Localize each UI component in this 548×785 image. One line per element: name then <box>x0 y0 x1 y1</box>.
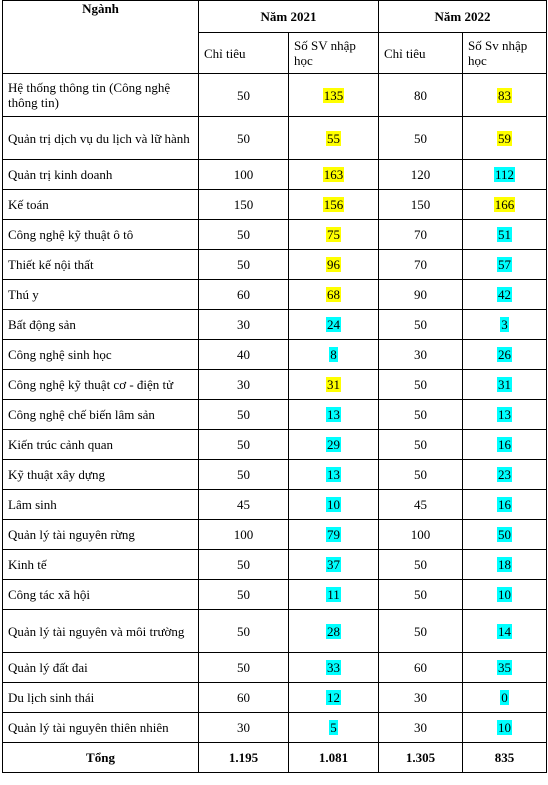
enrolled-2021-cell <box>289 370 379 400</box>
enrolled-2021-cell <box>289 713 379 743</box>
enrolled-2022: 10 <box>498 720 511 735</box>
quota-2022-cell <box>379 310 463 340</box>
enrolled-2022-cell <box>463 460 547 490</box>
quota-2021-cell <box>199 340 289 370</box>
enrolled-2021: 55 <box>327 130 340 146</box>
enrolled-2021: 12 <box>327 690 340 705</box>
quota-2022-cell <box>379 653 463 683</box>
major-name: Kế toán <box>8 197 49 212</box>
major-name: Công nghệ sinh học <box>8 347 112 362</box>
enrolled-2021-cell <box>289 190 379 220</box>
quota-2022-cell <box>379 190 463 220</box>
enrolled-2022: 50 <box>498 527 511 542</box>
table-row <box>3 683 547 713</box>
enrolled-2022-cell <box>463 160 547 190</box>
table-row <box>3 550 547 580</box>
major-name: Quản lý tài nguyên rừng <box>8 527 135 542</box>
major-name-cell <box>3 580 199 610</box>
enrolled-2021-cell <box>289 520 379 550</box>
quota-2022: 70 <box>414 227 427 242</box>
enrolled-2021: 75 <box>327 227 340 242</box>
enrolled-2021-cell <box>289 280 379 310</box>
major-name: Lâm sinh <box>8 497 57 512</box>
table-row <box>3 190 547 220</box>
enrolled-2021: 29 <box>327 437 340 452</box>
enrolled-2021-cell <box>289 400 379 430</box>
quota-2021: 50 <box>237 130 250 146</box>
major-name-cell <box>3 683 199 713</box>
quota-2022-cell <box>379 520 463 550</box>
table-row <box>3 610 547 653</box>
quota-2021: 50 <box>237 407 250 422</box>
enrolled-2022-cell <box>463 370 547 400</box>
quota-2022-cell <box>379 280 463 310</box>
enrolled-2021: 31 <box>327 377 340 392</box>
quota-2021-cell <box>199 220 289 250</box>
enrolled-2022-cell <box>463 190 547 220</box>
quota-2021-cell <box>199 280 289 310</box>
enrolled-2022: 42 <box>498 287 511 302</box>
table-row <box>3 713 547 743</box>
table-row <box>3 520 547 550</box>
table-row <box>3 160 547 190</box>
major-name: Công nghệ kỹ thuật cơ - điện tử <box>8 377 174 392</box>
table-row <box>3 340 547 370</box>
quota-2022: 50 <box>414 467 427 482</box>
major-name-cell <box>3 74 199 117</box>
quota-2021-cell <box>199 713 289 743</box>
table-row <box>3 460 547 490</box>
enrolled-2021-cell <box>289 610 379 653</box>
quota-2021-cell <box>199 460 289 490</box>
major-name-cell <box>3 220 199 250</box>
enrolled-2021: 68 <box>327 287 340 302</box>
table-row <box>3 280 547 310</box>
enrolled-2022: 14 <box>498 623 511 639</box>
enrolled-2021: 10 <box>327 497 340 512</box>
enrolled-2022-cell <box>463 400 547 430</box>
major-name-cell <box>3 430 199 460</box>
quota-2022: 50 <box>414 587 427 602</box>
table-row <box>3 220 547 250</box>
quota-2022: 70 <box>414 257 427 272</box>
quota-2021: 50 <box>237 623 250 639</box>
major-name-cell <box>3 460 199 490</box>
quota-2022: 45 <box>414 497 427 512</box>
total-label: Tổng <box>3 743 199 773</box>
quota-2021-cell <box>199 400 289 430</box>
major-name: Quản trị dịch vụ du lịch và lữ hành <box>8 130 190 146</box>
quota-2022: 30 <box>414 720 427 735</box>
major-name: Thiết kế nội thất <box>8 257 94 272</box>
quota-2022: 90 <box>414 287 427 302</box>
enrolled-2022-cell <box>463 683 547 713</box>
quota-2022: 50 <box>414 317 427 332</box>
quota-2022: 50 <box>414 407 427 422</box>
major-name: Thú y <box>8 287 39 302</box>
quota-2021-cell <box>199 610 289 653</box>
quota-2021-cell <box>199 520 289 550</box>
major-name-cell <box>3 610 199 653</box>
major-name-cell <box>3 190 199 220</box>
quota-2022-cell <box>379 250 463 280</box>
total-row <box>3 743 547 773</box>
major-name: Công nghệ kỹ thuật ô tô <box>8 227 134 242</box>
major-name: Hệ thống thông tin (Công nghệ thông tin) <box>8 80 171 110</box>
header-quota-2022: Chỉ tiêu <box>379 33 463 74</box>
quota-2021: 30 <box>237 377 250 392</box>
table-row <box>3 430 547 460</box>
quota-2022: 50 <box>414 130 427 146</box>
quota-2021: 40 <box>237 347 250 362</box>
table-row <box>3 580 547 610</box>
quota-2021-cell <box>199 653 289 683</box>
quota-2022: 30 <box>414 347 427 362</box>
major-name-cell <box>3 520 199 550</box>
major-name: Bất động sản <box>8 317 76 332</box>
table-row <box>3 653 547 683</box>
quota-2022-cell <box>379 490 463 520</box>
enrolled-2021: 24 <box>327 317 340 332</box>
major-name-cell <box>3 340 199 370</box>
major-name-cell <box>3 310 199 340</box>
enrolled-2022: 26 <box>498 347 511 362</box>
quota-2022: 80 <box>414 87 427 103</box>
enrolled-2022: 3 <box>501 317 508 332</box>
enrolled-2021-cell <box>289 74 379 117</box>
major-name: Công nghệ chế biến lâm sản <box>8 407 155 422</box>
quota-2022-cell <box>379 74 463 117</box>
quota-2021: 100 <box>233 167 254 182</box>
major-name: Kiến trúc cảnh quan <box>8 437 114 452</box>
enrolled-2021-cell <box>289 580 379 610</box>
major-name-cell <box>3 490 199 520</box>
quota-2021: 60 <box>237 690 250 705</box>
quota-2022-cell <box>379 430 463 460</box>
enrolled-2021: 37 <box>327 557 340 572</box>
enrolled-2021: 8 <box>330 347 337 362</box>
enrolled-2022-cell <box>463 220 547 250</box>
quota-2022: 50 <box>414 623 427 639</box>
header-year-2022: Năm 2022 <box>379 1 547 33</box>
quota-2021-cell <box>199 190 289 220</box>
quota-2021-cell <box>199 490 289 520</box>
quota-2021-cell <box>199 430 289 460</box>
enrolled-2021-cell <box>289 460 379 490</box>
enrolled-2022-cell <box>463 520 547 550</box>
enrolled-2022: 18 <box>498 557 511 572</box>
quota-2022: 50 <box>414 557 427 572</box>
enrolled-2022-cell <box>463 340 547 370</box>
quota-2022-cell <box>379 460 463 490</box>
header-quota-2021: Chỉ tiêu <box>199 33 289 74</box>
header-row-years <box>3 1 547 33</box>
enrolled-2022: 13 <box>498 407 511 422</box>
major-name-cell <box>3 550 199 580</box>
major-name: Kỹ thuật xây dựng <box>8 467 105 482</box>
table-row <box>3 74 547 117</box>
enrolled-2021-cell <box>289 250 379 280</box>
enrolled-2021-cell <box>289 653 379 683</box>
quota-2021-cell <box>199 580 289 610</box>
enrolled-2021: 13 <box>327 467 340 482</box>
quota-2022: 120 <box>410 167 431 182</box>
major-name-cell <box>3 370 199 400</box>
quota-2022-cell <box>379 713 463 743</box>
quota-2021-cell <box>199 250 289 280</box>
quota-2021: 50 <box>237 227 250 242</box>
quota-2021-cell <box>199 160 289 190</box>
enrolled-2021-cell <box>289 550 379 580</box>
enrolled-2022-cell <box>463 580 547 610</box>
total-quota-2022: 1.305 <box>379 743 463 773</box>
enrolled-2022: 10 <box>498 587 511 602</box>
quota-2022-cell <box>379 220 463 250</box>
quota-2022-cell <box>379 340 463 370</box>
quota-2022-cell <box>379 683 463 713</box>
quota-2021: 30 <box>237 317 250 332</box>
enrolled-2022: 16 <box>498 497 511 512</box>
header-year-2021: Năm 2021 <box>199 1 379 33</box>
major-name-cell <box>3 160 199 190</box>
header-enrolled-2022: Số Sv nhập học <box>463 33 547 74</box>
quota-2022-cell <box>379 610 463 653</box>
enrolled-2021: 5 <box>330 720 337 735</box>
table-row <box>3 117 547 160</box>
header-enrolled-2021: Số SV nhập học <box>289 33 379 74</box>
enrolled-2022-cell <box>463 430 547 460</box>
quota-2022-cell <box>379 117 463 160</box>
quota-2021: 30 <box>237 720 250 735</box>
quota-2021: 60 <box>237 287 250 302</box>
enrolled-2022-cell <box>463 713 547 743</box>
major-name-cell <box>3 653 199 683</box>
total-quota-2021: 1.195 <box>199 743 289 773</box>
enrolled-2022: 51 <box>498 227 511 242</box>
quota-2021-cell <box>199 370 289 400</box>
quota-2022: 100 <box>410 527 431 542</box>
quota-2022: 30 <box>414 690 427 705</box>
quota-2022: 50 <box>414 377 427 392</box>
total-enrolled-2021: 1.081 <box>289 743 379 773</box>
enrolled-2022-cell <box>463 310 547 340</box>
major-name: Kinh tế <box>8 557 47 572</box>
header-major: Ngành <box>3 1 199 74</box>
enrolled-2022: 23 <box>498 467 511 482</box>
quota-2021: 50 <box>237 660 250 675</box>
quota-2022: 150 <box>410 197 431 212</box>
enrolled-2022-cell <box>463 610 547 653</box>
quota-2021: 100 <box>233 527 254 542</box>
major-name: Quản trị kinh doanh <box>8 167 113 182</box>
enrolled-2021-cell <box>289 490 379 520</box>
enrolled-2022-cell <box>463 550 547 580</box>
enrolled-2021-cell <box>289 683 379 713</box>
enrolled-2021-cell <box>289 220 379 250</box>
enrolled-2022: 31 <box>498 377 511 392</box>
enrolled-2021: 163 <box>323 167 344 182</box>
quota-2022-cell <box>379 370 463 400</box>
total-enrolled-2022: 835 <box>463 743 547 773</box>
major-name-cell <box>3 117 199 160</box>
quota-2021-cell <box>199 683 289 713</box>
enrolled-2021: 11 <box>327 587 340 602</box>
quota-2021: 50 <box>237 557 250 572</box>
quota-2021-cell <box>199 117 289 160</box>
enrolled-2021-cell <box>289 430 379 460</box>
quota-2022-cell <box>379 550 463 580</box>
enrolled-2022: 35 <box>498 660 511 675</box>
enrolled-2022: 59 <box>498 130 511 146</box>
enrolled-2021: 96 <box>327 257 340 272</box>
quota-2022-cell <box>379 160 463 190</box>
enrolled-2022: 112 <box>494 167 515 182</box>
major-name-cell <box>3 280 199 310</box>
enrolled-2021-cell <box>289 160 379 190</box>
enrolled-2021: 28 <box>327 623 340 639</box>
major-name: Quản lý tài nguyên và môi trường <box>8 623 185 639</box>
quota-2022-cell <box>379 400 463 430</box>
enrolled-2022: 57 <box>498 257 511 272</box>
quota-2021: 50 <box>237 437 250 452</box>
quota-2022: 50 <box>414 437 427 452</box>
table-row <box>3 400 547 430</box>
enrolled-2022: 166 <box>494 197 515 212</box>
enrolled-2022-cell <box>463 74 547 117</box>
major-name: Quản lý đất đai <box>8 660 88 675</box>
major-name-cell <box>3 250 199 280</box>
quota-2022: 60 <box>414 660 427 675</box>
enrolled-2022-cell <box>463 653 547 683</box>
enrolled-2022: 0 <box>501 690 508 705</box>
enrolled-2022-cell <box>463 250 547 280</box>
enrollment-table <box>2 0 547 773</box>
enrolled-2021: 135 <box>323 87 344 103</box>
enrolled-2021: 156 <box>323 197 344 212</box>
enrolled-2022: 83 <box>498 87 511 103</box>
major-name: Công tác xã hội <box>8 587 90 602</box>
quota-2021: 50 <box>237 257 250 272</box>
enrolled-2022-cell <box>463 280 547 310</box>
enrolled-2021: 33 <box>327 660 340 675</box>
quota-2021-cell <box>199 310 289 340</box>
quota-2021: 50 <box>237 467 250 482</box>
quota-2021: 150 <box>233 197 254 212</box>
quota-2021-cell <box>199 74 289 117</box>
major-name-cell <box>3 713 199 743</box>
quota-2021: 45 <box>237 497 250 512</box>
enrolled-2022-cell <box>463 117 547 160</box>
enrolled-2021-cell <box>289 117 379 160</box>
enrolled-2021: 13 <box>327 407 340 422</box>
enrolled-2021: 79 <box>327 527 340 542</box>
major-name-cell <box>3 400 199 430</box>
table-row <box>3 310 547 340</box>
quota-2021: 50 <box>237 87 250 103</box>
major-name: Du lịch sinh thái <box>8 690 95 705</box>
quota-2021-cell <box>199 550 289 580</box>
quota-2021: 50 <box>237 587 250 602</box>
enrolled-2021-cell <box>289 340 379 370</box>
table-body <box>3 74 547 743</box>
quota-2022-cell <box>379 580 463 610</box>
table-row <box>3 250 547 280</box>
table-row <box>3 490 547 520</box>
enrolled-2022: 16 <box>498 437 511 452</box>
table-row <box>3 370 547 400</box>
enrolled-2022-cell <box>463 490 547 520</box>
enrolled-2021-cell <box>289 310 379 340</box>
major-name: Quản lý tài nguyên thiên nhiên <box>8 720 169 735</box>
